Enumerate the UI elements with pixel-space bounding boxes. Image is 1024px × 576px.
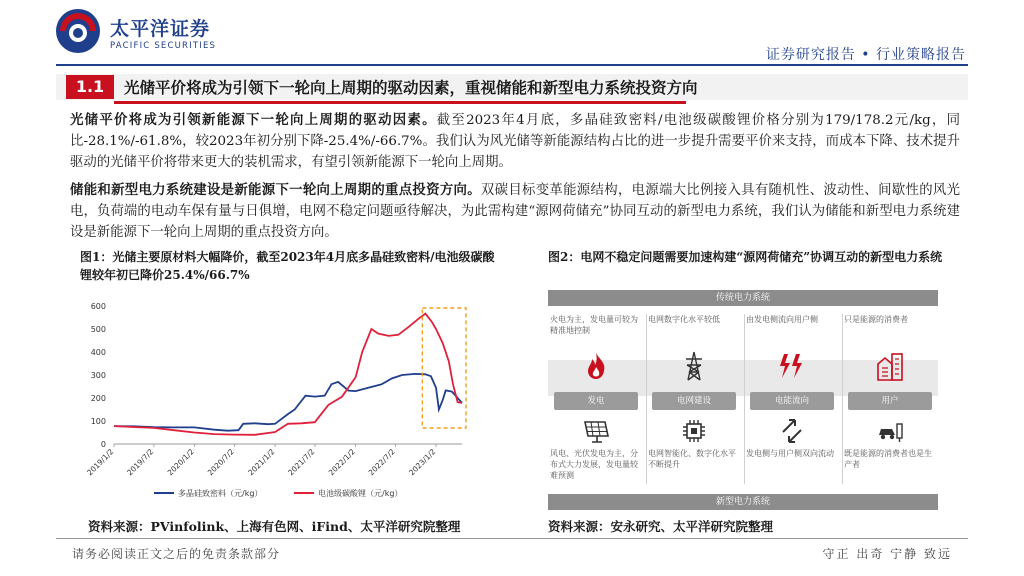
section-underline	[114, 101, 686, 104]
column-divider	[646, 314, 647, 484]
x-tick-label: 2022/1/2	[326, 447, 357, 478]
logo-text-cn: 太平洋证券	[110, 18, 211, 40]
x-tick-label: 2020/1/2	[165, 447, 196, 478]
bolt-pair-icon	[776, 350, 808, 382]
y-tick-label: 600	[90, 302, 106, 311]
figure-1-title: 图1：光储主要原材料大幅降价，截至2023年4月底多晶硅致密料/电池级碳酸锂较年初已降价25.4%/66.7%	[80, 250, 495, 282]
buildings-icon	[874, 350, 906, 382]
x-tick-label: 2021/7/2	[286, 447, 317, 478]
diagram-column-flow	[746, 314, 838, 484]
column-3-traditional: 由发电侧流向用户侧	[746, 315, 818, 324]
chip-icon	[680, 418, 708, 444]
diagram-column-generation	[550, 314, 642, 484]
y-tick-label: 0	[100, 440, 106, 449]
column-divider	[744, 314, 745, 484]
logo-text-en: PACIFIC SECURITIES	[110, 41, 217, 51]
section-number: 1.1	[66, 75, 114, 99]
flame-icon	[580, 350, 612, 382]
paragraph-2-lead: 储能和新型电力系统建设是新能源下一轮向上周期的重点投资方向。	[70, 182, 481, 198]
paragraph-2-text: 双碳目标变革能源结构，电源端大比例接入具有随机性、波动性、间歇性的风光电，负荷端的电动车保有量与日俱增，电网不稳定问题亟待解决，为此需构建“源网荷储充”协同互动的新型电力系统，我们认为储能和新型电力系统建设是新能源下一轮向上周期的重点投资方向。	[70, 183, 961, 240]
x-tick-label: 2019/7/2	[125, 447, 156, 478]
traditional-system-band: 传统电力系统	[548, 290, 938, 306]
bidirectional-arrows-icon	[778, 418, 806, 444]
x-tick-label: 2023/1/2	[407, 447, 438, 478]
y-tick-label: 300	[90, 371, 106, 380]
column-2-traditional: 电网数字化水平较低	[648, 315, 720, 324]
price-line-chart	[70, 298, 470, 508]
x-tick-label: 2020/7/2	[205, 447, 236, 478]
column-1-traditional: 火电为主，发电量可较为精准地控制	[550, 315, 638, 335]
solar-panel-icon	[582, 418, 610, 444]
new-system-band: 新型电力系统	[548, 494, 938, 510]
diagram-column-grid	[648, 314, 740, 484]
paragraph-1-lead: 光储平价将成为引领新能源下一轮向上周期的驱动因素。	[70, 112, 437, 128]
paragraph-1-text: 截至2023年4月底，多晶硅致密料/电池级碳酸锂价格分别为179/178.2元/kg，同比-28.1%/-61.8%，较2023年初分别下降-25.4%/-66.7%。我们认为风光储等新能源结构占比的进一步提升需要平价来支持，而成本下降、技术提升驱动的光储平价将带来更大的装机需求，有望引领新能源下一轮向上周期。	[70, 113, 960, 170]
column-4-tag: 用户	[848, 392, 932, 410]
column-4-traditional: 只是能源的消费者	[844, 315, 908, 324]
column-3-new: 发电侧与用户侧双向流动	[746, 449, 834, 458]
column-1-tag: 发电	[554, 392, 638, 410]
legend-label-2: 电池级碳酸锂（元/kg）	[318, 489, 403, 498]
footer-divider	[56, 538, 968, 539]
column-2-new: 电网智能化、数字化水平不断提升	[648, 449, 736, 469]
power-system-diagram	[548, 290, 938, 512]
figure-2-source: 资料来源：安永研究、太平洋研究院整理	[548, 519, 774, 534]
paragraph-2	[70, 180, 960, 243]
x-tick-label: 2021/1/2	[246, 447, 277, 478]
report-type: 证券研究报告 • 行业策略报告	[765, 47, 966, 63]
y-tick-label: 400	[90, 348, 106, 357]
y-tick-label: 100	[90, 417, 106, 426]
section-title: 光储平价将成为引领下一轮向上周期的驱动因素，重视储能和新型电力系统投资方向	[124, 78, 698, 97]
transmission-tower-icon	[678, 350, 710, 382]
column-1-new: 风电、光伏发电为主，分布式大力发展，发电量较难预测	[550, 449, 638, 480]
column-4-new: 既是能源的消费者也是生产者	[844, 449, 932, 469]
column-3-tag: 电能流向	[750, 392, 834, 410]
legend-label-1: 多晶硅致密料（元/kg）	[178, 489, 263, 498]
x-tick-label: 2022/7/2	[366, 447, 397, 478]
column-divider	[842, 314, 843, 484]
company-motto: 守正 出奇 宁静 致远	[822, 547, 952, 561]
paragraph-1	[70, 110, 960, 173]
column-2-tag: 电网建设	[652, 392, 736, 410]
ev-charging-icon	[876, 418, 904, 444]
y-tick-label: 200	[90, 394, 106, 403]
figure-1-source: 资料来源：PVinfolink、上海有色网、iFind、太平洋研究院整理	[88, 519, 461, 534]
diagram-column-user	[844, 314, 936, 484]
header-divider	[56, 64, 968, 66]
series-line-1	[114, 374, 462, 431]
figure-2-title: 图2：电网不稳定问题需要加速构建“源网荷储充”协调互动的新型电力系统	[548, 250, 943, 264]
highlight-box	[422, 308, 466, 428]
y-tick-label: 500	[90, 325, 106, 334]
disclaimer-note: 请务必阅读正文之后的免责条款部分	[72, 547, 281, 561]
x-tick-label: 2019/1/2	[85, 447, 116, 478]
